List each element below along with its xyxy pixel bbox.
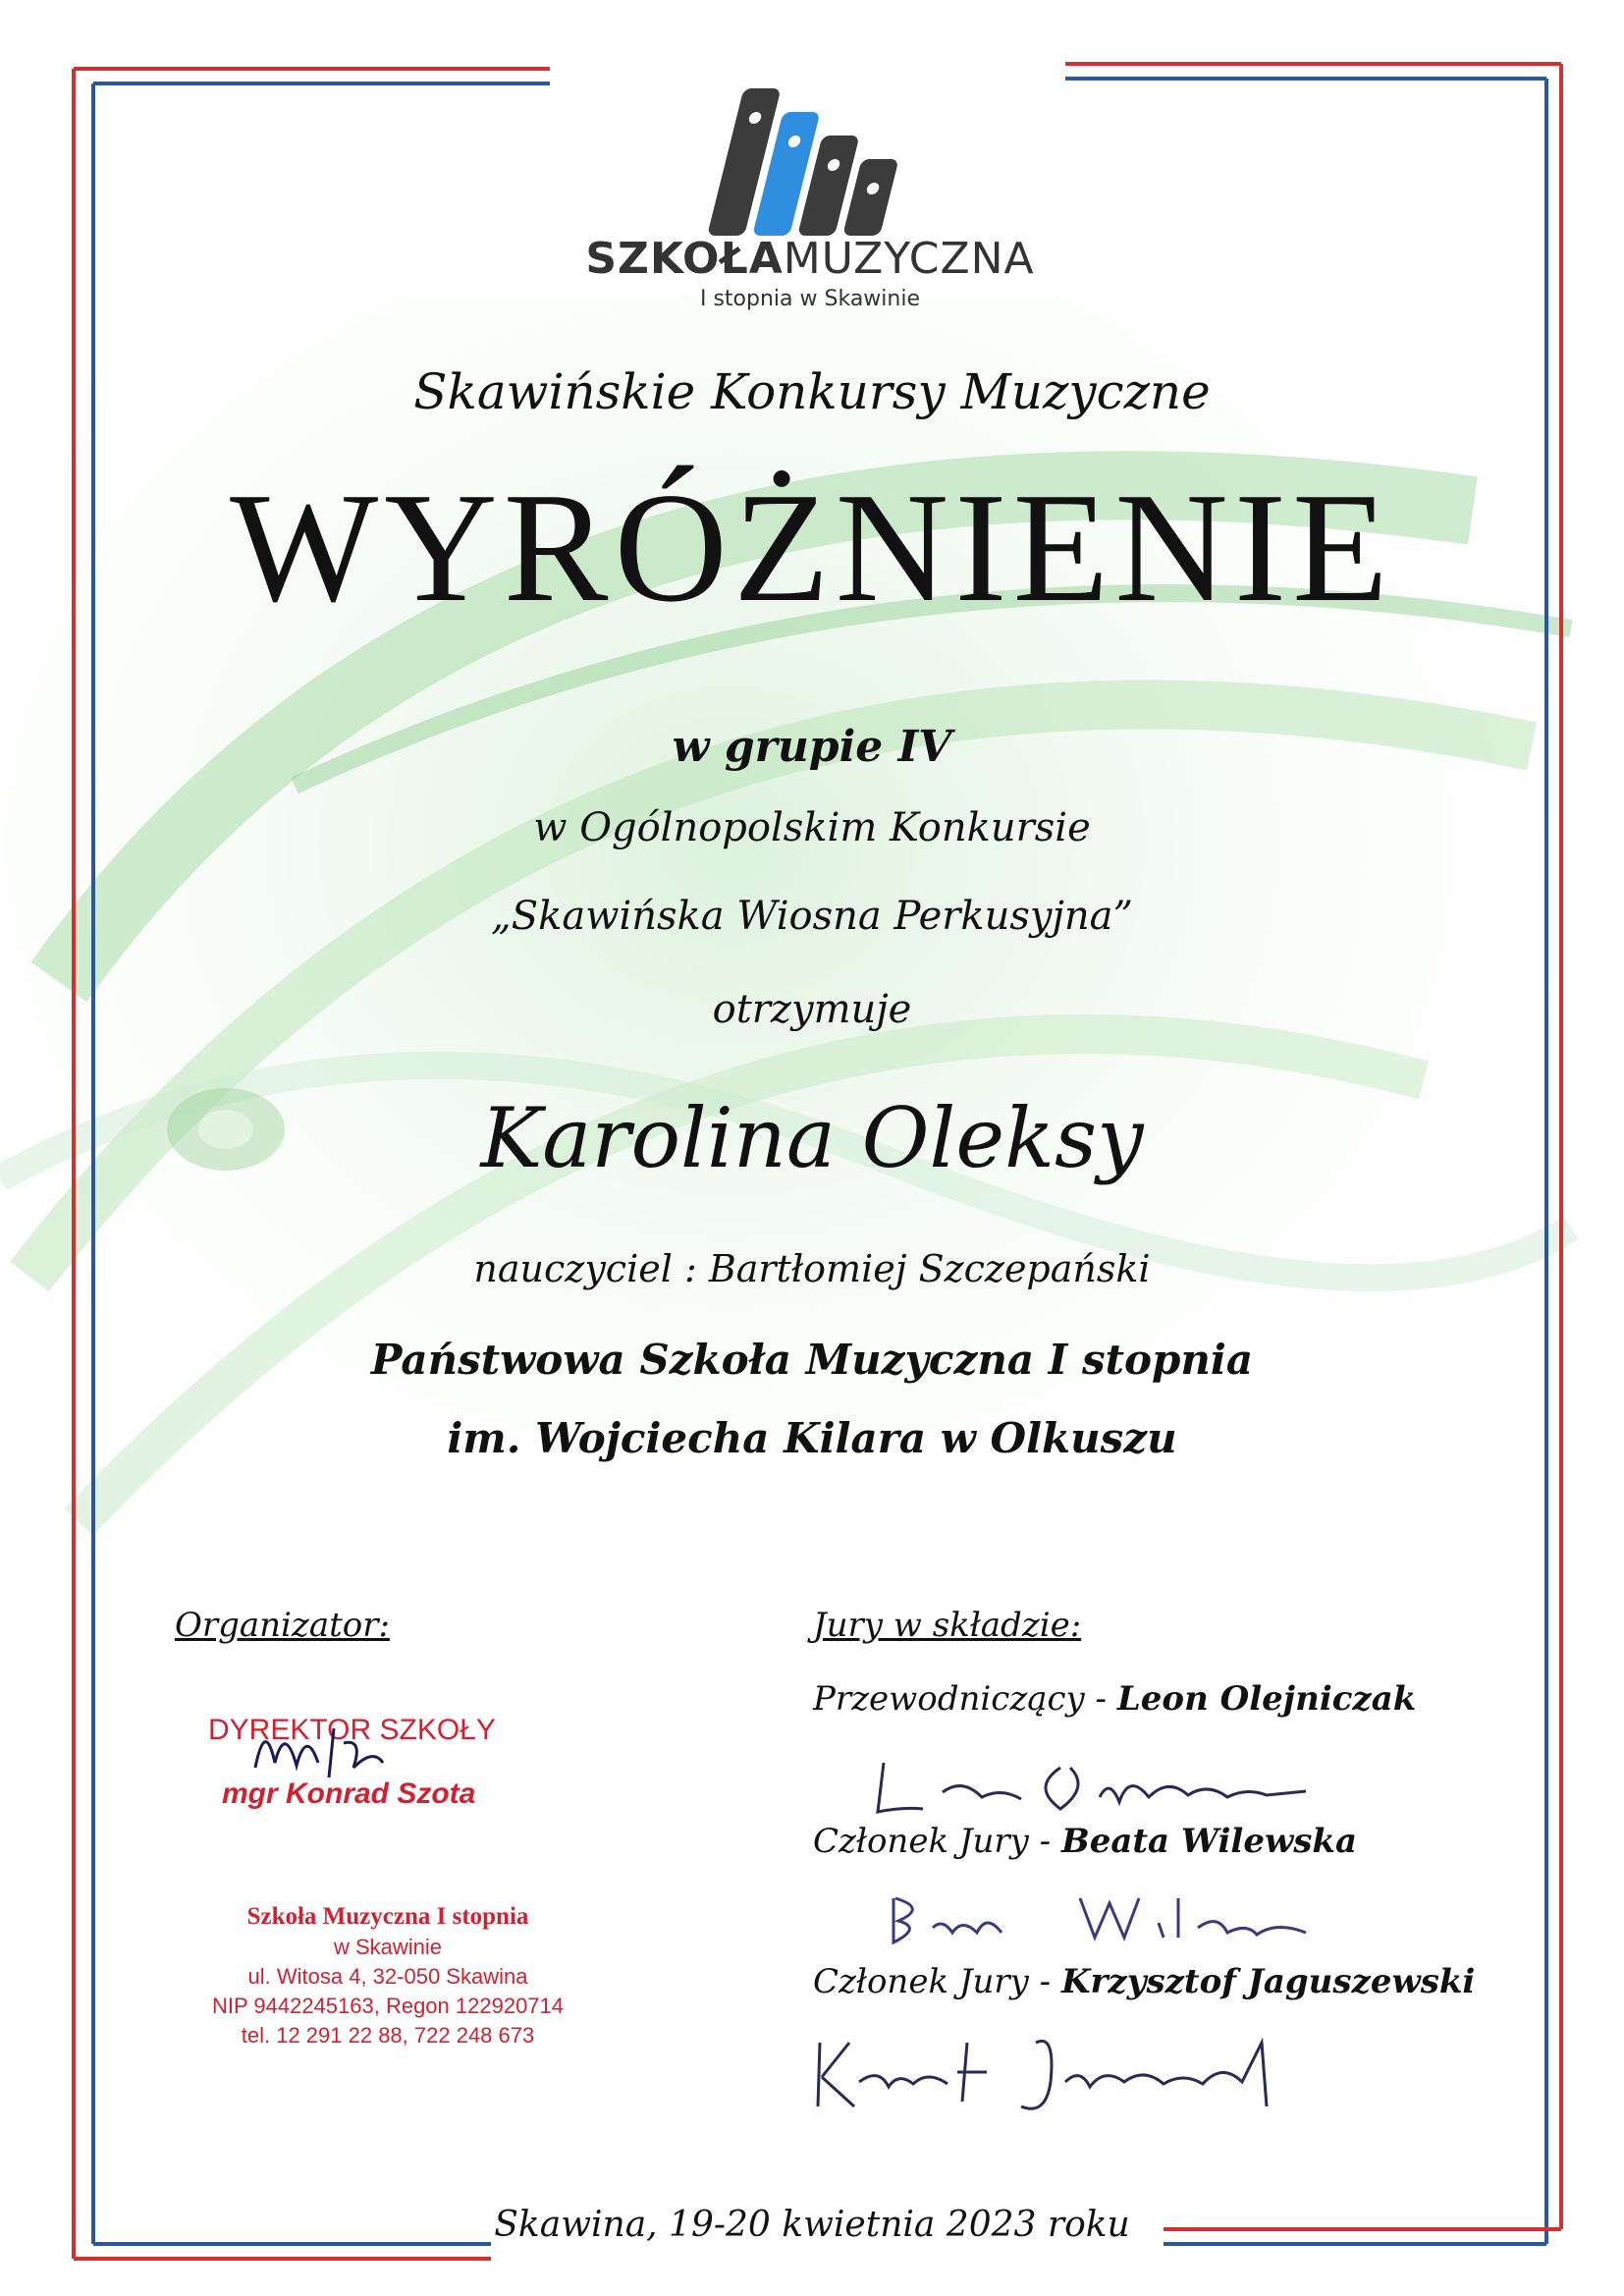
competitions-heading: Skawińskie Konkursy Muzyczne	[413, 363, 1211, 420]
school-line-2: im. Wojciecha Kilara w Olkuszu	[447, 1414, 1177, 1462]
organizer-heading: Organizator:	[175, 1606, 390, 1645]
school-line-1: Państwowa Szkoła Muzyczna I stopnia	[370, 1336, 1254, 1384]
date-place-footer: Skawina, 19-20 kwietnia 2023 roku	[494, 2205, 1130, 2245]
jury-member-3	[813, 1962, 1475, 2001]
stamp-line-2: w Skawinie	[333, 1935, 443, 1959]
logo-name-regular: MUZYCZNA	[783, 234, 1035, 284]
contest-label: w Ogólnopolskim Konkursie	[533, 805, 1091, 850]
director-signature	[245, 1709, 422, 1787]
jury-heading: Jury w składzie:	[813, 1606, 1082, 1645]
jury-role: Członek Jury -	[813, 1962, 1061, 2001]
stamp-line-3: ul. Witosa 4, 32-050 Skawina	[247, 1964, 528, 1989]
group-label: w grupie IV	[672, 722, 952, 772]
certificate-title: WYRÓŻNIENIE	[230, 460, 1394, 634]
school-logo-subtitle: I stopnia w Skawinie	[699, 287, 920, 311]
teacher-line: nauczyciel : Bartłomiej Szczepański	[473, 1247, 1151, 1290]
jury-role: Członek Jury -	[813, 1822, 1061, 1861]
jury-name: Krzysztof Jaguszewski	[1060, 1962, 1476, 2001]
director-title: DYREKTOR SZKOŁY	[208, 1714, 496, 1746]
contest-name: „Skawińska Wiosna Perkusyjna”	[491, 894, 1133, 939]
jury-name: Leon Olejniczak	[1116, 1679, 1417, 1719]
stamp-line-5: tel. 12 291 22 88, 722 248 673	[241, 2023, 535, 2048]
stamp-line-4: NIP 9442245163, Regon 122920714	[211, 1994, 565, 2018]
stamp-line-1: Szkoła Muzyczna I stopnia	[246, 1903, 529, 1930]
jury-member-2	[813, 1822, 1357, 1861]
logo-name-bold: SZKOŁA	[585, 234, 784, 284]
school-logo-name	[584, 234, 1036, 284]
receives-label: otrzymuje	[712, 987, 912, 1032]
recipient-name: Karolina Oleksy	[480, 1090, 1144, 1186]
jury-member-chair	[813, 1679, 1416, 1719]
jury-role: Przewodniczący -	[813, 1679, 1117, 1719]
signature-krzysztof-jaguszewski	[800, 2023, 1311, 2131]
signature-leon-olejniczak	[864, 1748, 1316, 1827]
jury-name: Beata Wilewska	[1060, 1822, 1357, 1861]
signature-beata-wilewska	[884, 1884, 1316, 1952]
director-name: mgr Konrad Szota	[222, 1777, 476, 1810]
